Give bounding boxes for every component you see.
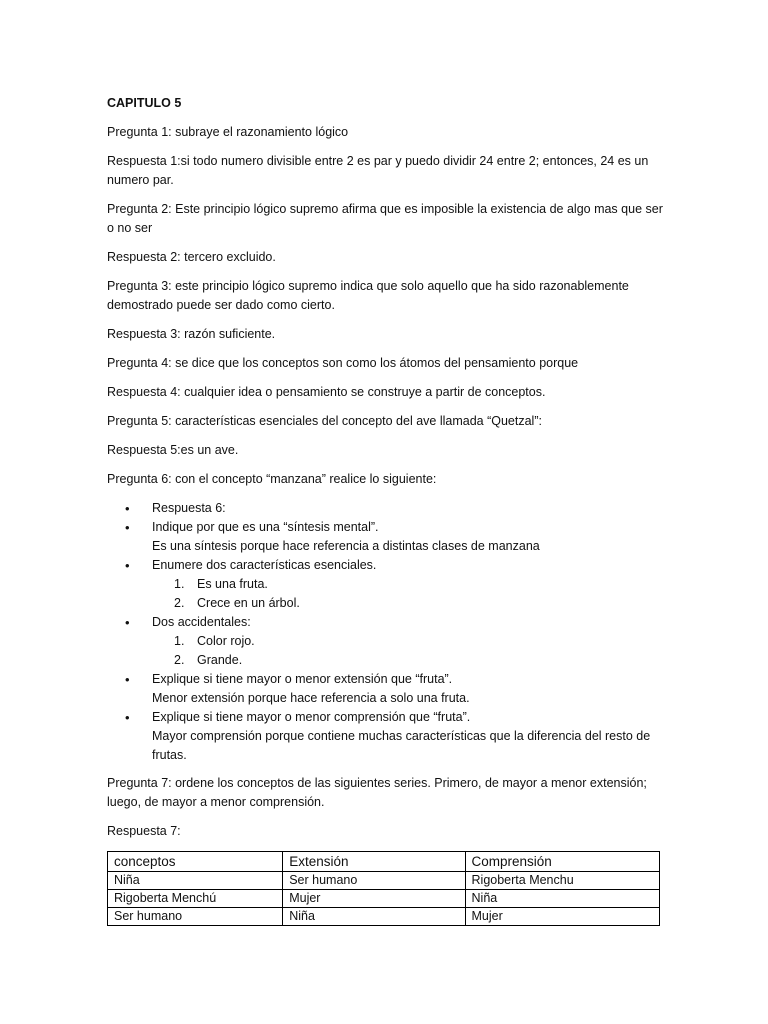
list-item	[107, 670, 667, 708]
item-number: 1.	[174, 634, 185, 648]
table-cell: Ser humano	[108, 908, 283, 926]
table-cell: Mujer	[283, 890, 465, 908]
document-page	[107, 94, 667, 926]
table-row	[108, 890, 660, 908]
answer-1: Respuesta 1:si todo numero divisible entre 2 es par y puedo dividir 24 entre 2; entonces, 24 es un numero par.	[107, 154, 649, 187]
item-text: Es una fruta.	[197, 577, 268, 591]
answer-7: Respuesta 7:	[107, 824, 181, 838]
question-2: Pregunta 2: Este principio lógico supremo afirma que es imposible la existencia de algo mas que ser o no ser	[107, 202, 663, 235]
answer-4: Respuesta 4: cualquier idea o pensamiento se construye a partir de conceptos.	[107, 385, 546, 399]
column-header: Extensión	[283, 852, 465, 872]
column-header: Comprensión	[465, 852, 659, 872]
answer-5: Respuesta 5:es un ave.	[107, 443, 239, 457]
table-cell: Niña	[283, 908, 465, 926]
list-item-label: • Explique si tiene mayor o menor comprensión que “fruta”.	[152, 710, 471, 724]
table-cell: Rigoberta Menchu	[465, 872, 659, 890]
list-item-detail: Es una síntesis porque hace referencia a distintas clases de manzana	[152, 539, 540, 553]
item-number: 2.	[174, 653, 185, 667]
list-item-detail: Menor extensión porque hace referencia a solo una fruta.	[152, 691, 470, 705]
question-7: Pregunta 7: ordene los conceptos de las siguientes series. Primero, de mayor a menor extensión; luego, de mayor a menor comprensión.	[107, 776, 647, 809]
table-cell: Niña	[108, 872, 283, 890]
table-cell: Rigoberta Menchú	[108, 890, 283, 908]
column-header: conceptos	[108, 852, 283, 872]
item-text: Grande.	[197, 653, 243, 667]
list-item-label: • Explique si tiene mayor o menor extensión que “fruta”.	[152, 672, 453, 686]
sub-list-item	[152, 575, 667, 594]
sub-list-item	[152, 651, 667, 670]
item-number: 1.	[174, 577, 185, 591]
item-text: Color rojo.	[197, 634, 255, 648]
table-header-row	[108, 852, 660, 872]
list-item	[107, 708, 667, 765]
list-item-label: Respuesta 6:	[152, 501, 226, 515]
item-number: 2.	[174, 596, 185, 610]
answer-6-list	[107, 499, 667, 765]
table-row	[108, 908, 660, 926]
list-item	[107, 613, 667, 670]
table-cell: Mujer	[465, 908, 659, 926]
sub-list-item	[152, 632, 667, 651]
question-1: Pregunta 1: subraye el razonamiento lógico	[107, 125, 349, 139]
answer-3: Respuesta 3: razón suficiente.	[107, 327, 276, 341]
answer-7-table	[107, 851, 660, 926]
list-item-label: • Dos accidentales:	[152, 615, 251, 629]
item-text: Crece en un árbol.	[197, 596, 300, 610]
chapter-title: CAPITULO 5	[107, 96, 182, 110]
list-item-label: • Enumere dos características esenciales.	[152, 558, 377, 572]
question-6: Pregunta 6: con el concepto “manzana” realice lo siguiente:	[107, 472, 437, 486]
table-row	[108, 872, 660, 890]
sub-list-item	[152, 594, 667, 613]
list-item	[107, 518, 667, 556]
question-5: Pregunta 5: características esenciales del concepto del ave llamada “Quetzal”:	[107, 414, 542, 428]
essential-characteristics-list	[152, 575, 667, 613]
list-item	[107, 499, 667, 518]
accidental-characteristics-list	[152, 632, 667, 670]
question-4: Pregunta 4: se dice que los conceptos son como los átomos del pensamiento porque	[107, 356, 579, 370]
question-3: Pregunta 3: este principio lógico supremo indica que solo aquello que ha sido razonablemente demostrado puede ser dado como cierto.	[107, 279, 629, 312]
list-item-label: • Indique por que es una “síntesis mental”.	[152, 520, 379, 534]
list-item-detail: Mayor comprensión porque contiene muchas características que la diferencia del resto de frutas.	[152, 729, 651, 762]
table-cell: Niña	[465, 890, 659, 908]
table-cell: Ser humano	[283, 872, 465, 890]
answer-2: Respuesta 2: tercero excluido.	[107, 250, 276, 264]
list-item	[107, 556, 667, 613]
